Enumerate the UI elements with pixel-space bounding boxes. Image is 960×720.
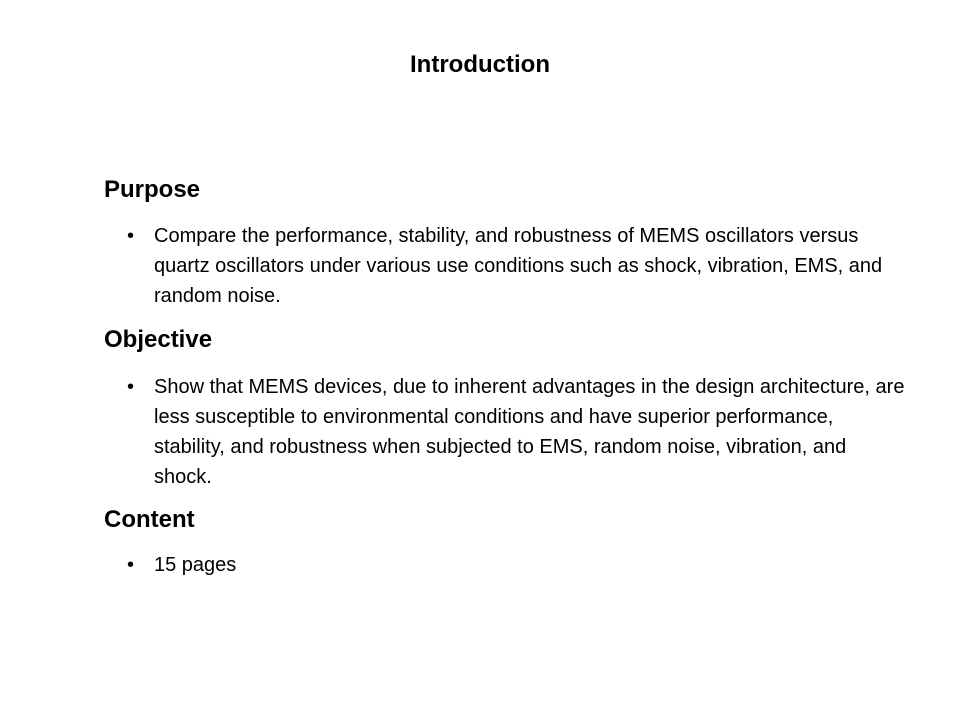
- section-heading-content: Content: [104, 506, 195, 533]
- section-heading-objective: Objective: [104, 326, 213, 353]
- bullet-text: Compare the performance, stability, and robustness of MEMS oscillators versus quartz oscillators under various use conditions such as shock, vibration, EMS, and random noise.: [154, 225, 883, 307]
- bullet-text: 15 pages: [154, 554, 237, 576]
- bullet-list-content: [127, 550, 907, 580]
- bullet-list-objective: [127, 372, 907, 492]
- slide-title: Introduction: [410, 51, 550, 78]
- bullet-dot: •: [127, 376, 135, 398]
- bullet-item: [127, 221, 907, 311]
- bullet-list-purpose: [127, 221, 907, 311]
- bullet-text: Show that MEMS devices, due to inherent advantages in the design architecture, are less susceptible to environmental conditions and have superior performance, stability, and robustness when subjected to EMS, random noise, vibration, and shock.: [154, 376, 905, 488]
- bullet-item: [127, 550, 907, 580]
- bullet-item: [127, 372, 907, 492]
- bullet-dot: •: [127, 225, 135, 247]
- section-heading-purpose: Purpose: [104, 176, 201, 203]
- bullet-dot: •: [127, 554, 135, 576]
